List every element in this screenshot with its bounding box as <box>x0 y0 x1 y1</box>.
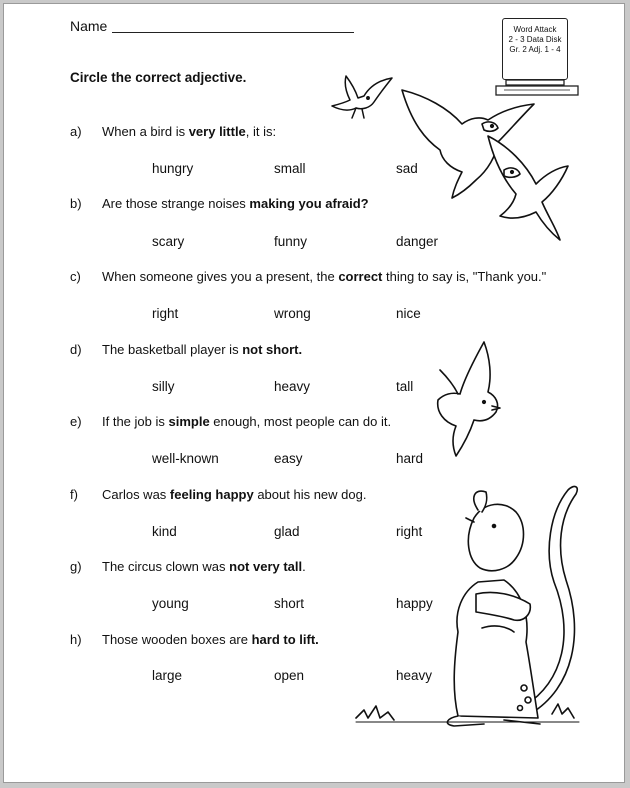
badge-line-2: 2 - 3 Data Disk <box>508 35 562 44</box>
question-letter: a) <box>70 124 82 139</box>
badge-line-3: Gr. 2 Adj. 1 - 4 <box>509 45 561 54</box>
question-text: When someone gives you a present, the <box>102 269 339 284</box>
choice-d-3[interactable]: tall <box>396 379 414 394</box>
question-b <box>70 196 369 211</box>
question-text-end: . <box>302 559 306 574</box>
question-text: Are those strange noises <box>102 196 250 211</box>
question-text: The basketball player is <box>102 342 243 357</box>
question-text: When a bird is <box>102 124 189 139</box>
choice-g-2[interactable]: short <box>274 596 305 611</box>
choice-b-3[interactable]: danger <box>396 234 439 249</box>
choice-f-2[interactable]: glad <box>274 524 300 539</box>
question-key-phrase: simple <box>168 414 210 429</box>
choice-a-3[interactable]: sad <box>396 161 418 176</box>
question-letter: h) <box>70 632 82 647</box>
question-text: The circus clown was <box>102 559 230 574</box>
choice-g-1[interactable]: young <box>152 596 189 611</box>
choice-e-1[interactable]: well-known <box>152 451 219 466</box>
perched-bird-icon <box>434 340 504 460</box>
question-letter: c) <box>70 269 81 284</box>
question-a <box>70 124 276 139</box>
two-birds-icon <box>396 84 574 244</box>
question-f <box>70 487 366 502</box>
question-key-phrase: not short. <box>242 342 303 357</box>
choice-a-2[interactable]: small <box>274 161 306 176</box>
choice-e-3[interactable]: hard <box>396 451 424 466</box>
question-key-phrase: not very tall <box>229 559 303 574</box>
question-text-end: enough, most people can do it. <box>209 414 392 429</box>
name-line <box>112 32 354 33</box>
question-g <box>70 559 306 574</box>
question-letter: e) <box>70 414 82 429</box>
choice-c-2[interactable]: wrong <box>274 306 311 321</box>
instructions: Circle the correct adjective. <box>70 70 247 85</box>
mouse-character-icon <box>354 482 582 727</box>
badge-line-1: Word Attack <box>513 25 557 34</box>
question-letter: d) <box>70 342 82 357</box>
choice-f-3[interactable]: right <box>396 524 423 539</box>
choice-e-2[interactable]: easy <box>274 451 303 466</box>
question-key-phrase: making you afraid? <box>249 196 369 211</box>
question-key-phrase: feeling happy <box>169 487 254 502</box>
question-text-end: about his new dog. <box>253 487 367 502</box>
question-key-phrase: hard to lift. <box>251 632 319 647</box>
question-d <box>70 342 302 357</box>
question-key-phrase: very little <box>188 124 246 139</box>
question-text: Those wooden boxes are <box>102 632 252 647</box>
question-letter: g) <box>70 559 82 574</box>
question-text: Carlos was <box>102 487 170 502</box>
choice-b-1[interactable]: scary <box>152 234 185 249</box>
worksheet-page <box>3 3 625 783</box>
choice-a-1[interactable]: hungry <box>152 161 194 176</box>
question-key-phrase: correct <box>338 269 383 284</box>
choice-f-1[interactable]: kind <box>152 524 177 539</box>
question-e <box>70 414 391 429</box>
choice-c-3[interactable]: nice <box>396 306 421 321</box>
choice-d-2[interactable]: heavy <box>274 379 311 394</box>
question-c <box>70 269 546 284</box>
question-h <box>70 632 319 647</box>
question-letter: b) <box>70 196 82 211</box>
small-bird-icon <box>326 68 398 124</box>
question-text-end: , it is: <box>245 124 277 139</box>
name-label: Name <box>70 18 108 34</box>
choice-g-3[interactable]: happy <box>396 596 433 611</box>
question-text-end: thing to say is, "Thank you." <box>382 269 547 284</box>
choice-c-1[interactable]: right <box>152 306 179 321</box>
choice-h-2[interactable]: open <box>274 668 305 683</box>
choice-h-1[interactable]: large <box>152 668 183 683</box>
choice-b-2[interactable]: funny <box>274 234 308 249</box>
question-letter: f) <box>70 487 78 502</box>
choice-h-3[interactable]: heavy <box>396 668 433 683</box>
question-text: If the job is <box>102 414 169 429</box>
choice-d-1[interactable]: silly <box>152 379 175 394</box>
